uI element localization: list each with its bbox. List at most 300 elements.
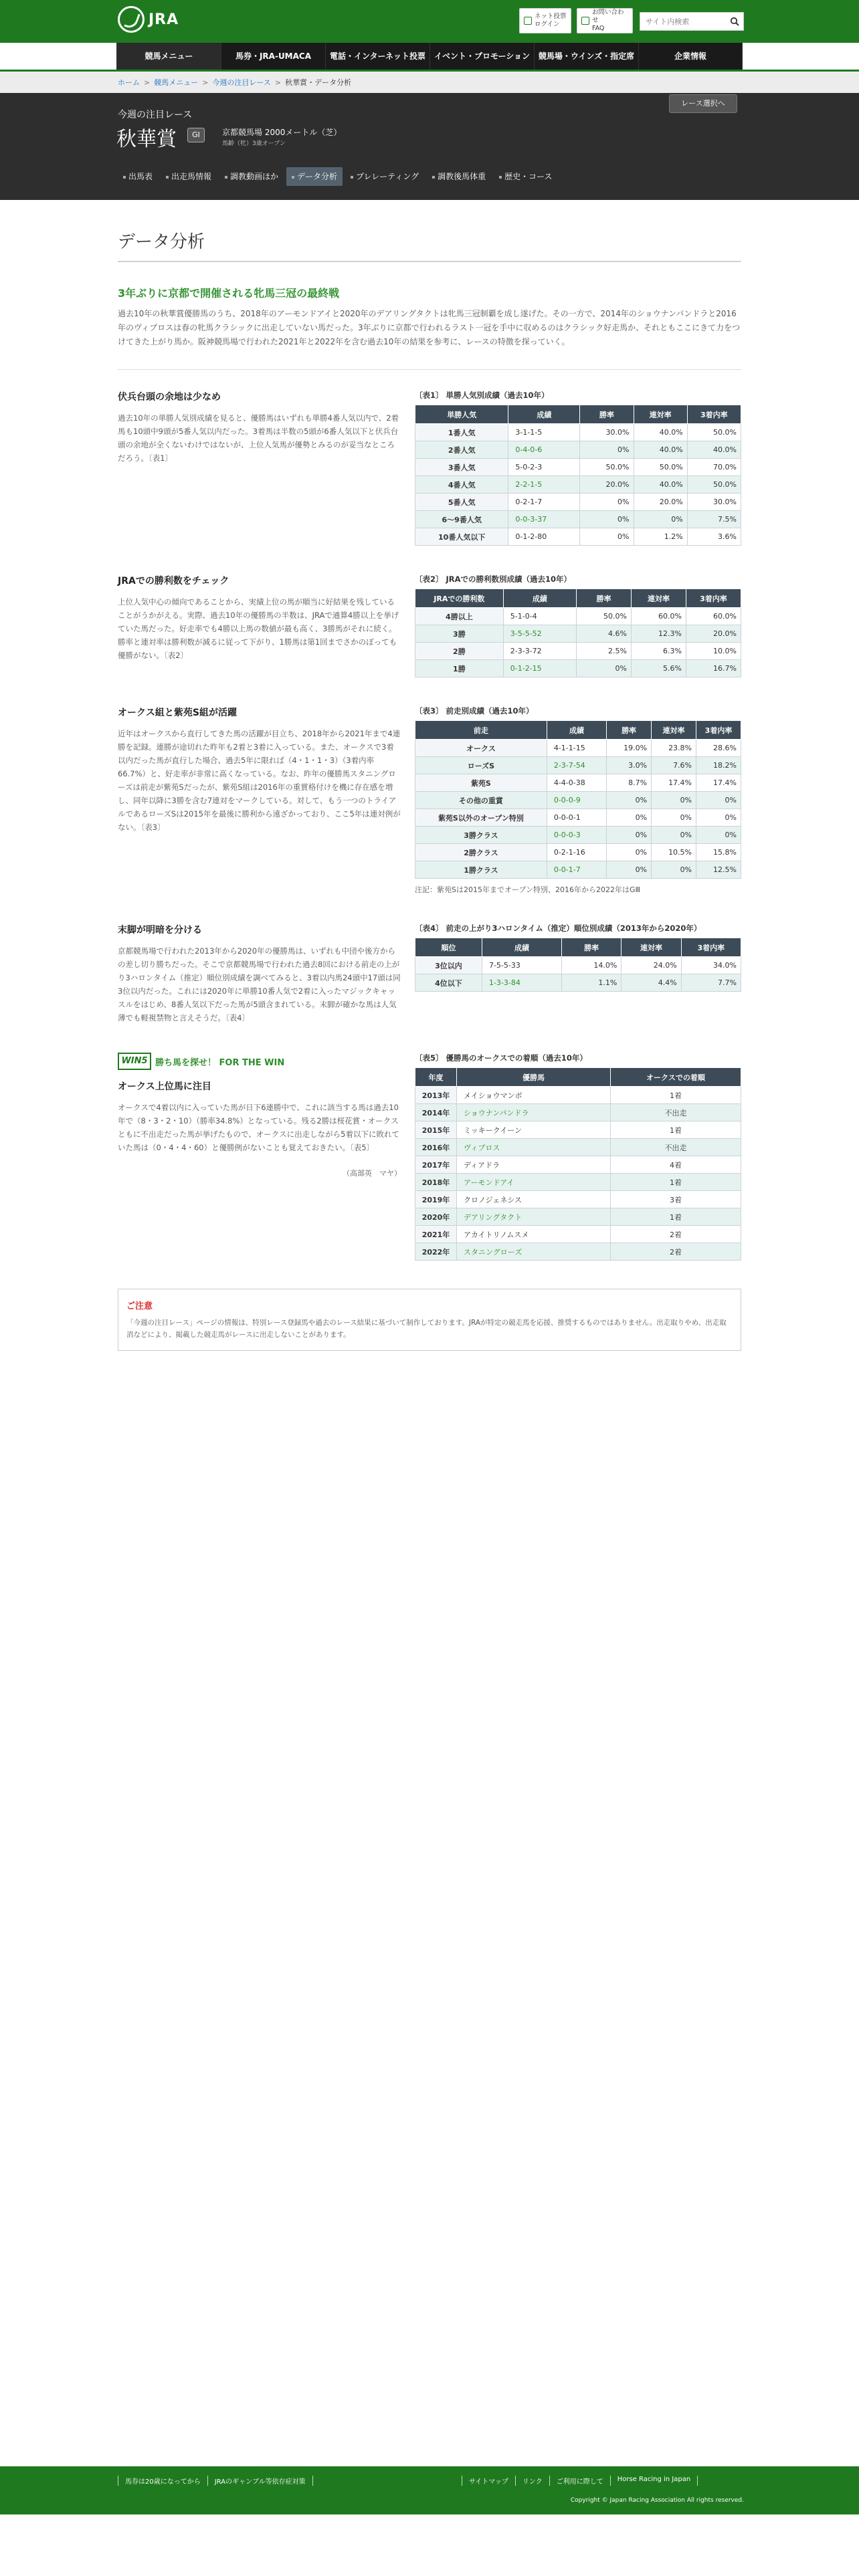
- search-input[interactable]: [640, 13, 726, 30]
- table-cell: 0%: [580, 494, 634, 511]
- table-cell: ディアドラ: [457, 1156, 611, 1174]
- table-4-last-3f: [415, 938, 741, 992]
- table-cell: 6〜9番人気: [415, 511, 508, 528]
- win5-logo: WIN5: [118, 1053, 151, 1070]
- table-cell: 17.4%: [652, 774, 696, 792]
- author-credit: （高部英 マヤ）: [343, 1169, 401, 1178]
- table-cell: 8.7%: [607, 774, 652, 792]
- table-cell: デアリングタクト: [457, 1208, 611, 1226]
- tab-label: 出馬表: [128, 172, 153, 181]
- table-cell: 紫苑S: [415, 774, 547, 792]
- table-cell: 2勝: [415, 643, 504, 660]
- table-cell: 0-4-0-6: [508, 441, 580, 459]
- faq-icon: [581, 17, 589, 25]
- win5-banner: [118, 1053, 401, 1070]
- table-cell: 3勝クラス: [415, 827, 547, 844]
- table-cell: 5番人気: [415, 494, 508, 511]
- table-cell: 7.5%: [687, 511, 741, 528]
- lead-title: 3年ぶりに京都で開催される牝馬三冠の最終戦: [118, 287, 340, 300]
- table-header: 成績: [503, 589, 576, 608]
- table-row: [415, 459, 741, 476]
- table-cell: 0-2-1-7: [508, 494, 580, 511]
- table-cell: 0-0-0-1: [547, 809, 606, 827]
- table-cell: 2022年: [415, 1243, 457, 1261]
- table-cell: 0%: [580, 441, 634, 459]
- breadcrumb-separator: >: [274, 78, 282, 87]
- table-header: 3着内率: [686, 589, 741, 608]
- table-cell: 1勝クラス: [415, 861, 547, 879]
- caution-title: ご注意: [126, 1301, 153, 1311]
- table-cell: 24.0%: [622, 957, 681, 974]
- table-cell: 12.3%: [632, 625, 686, 643]
- table-header: JRAでの勝利数: [415, 589, 504, 608]
- table-cell: 18.2%: [696, 757, 741, 774]
- tab-bullet-icon: [432, 176, 435, 179]
- table-header: 勝率: [607, 721, 652, 740]
- table-cell: 4番人気: [415, 476, 508, 494]
- analysis-section-3: [118, 706, 741, 895]
- search-icon: [730, 17, 739, 26]
- table-cell: その他の重賞: [415, 792, 547, 809]
- tab-data-analysis[interactable]: [286, 167, 343, 186]
- section-title: 伏兵台頭の余地は少なめ: [118, 392, 221, 403]
- table-row: [415, 476, 741, 494]
- gnav-item-keiba-menu[interactable]: 競馬メニュー: [116, 43, 221, 70]
- table-cell: 5.6%: [632, 660, 686, 677]
- table-cell: 15.8%: [696, 844, 741, 861]
- global-nav-wrap: [0, 43, 859, 72]
- breadcrumb-separator: >: [144, 78, 151, 87]
- table-cell: ローズS: [415, 757, 547, 774]
- table-row: [415, 494, 741, 511]
- table-cell: 1番人気: [415, 424, 508, 441]
- table-row: [415, 1156, 741, 1174]
- table-cell: 50.0%: [687, 424, 741, 441]
- table-row: [415, 511, 741, 528]
- table-cell: 3勝: [415, 625, 504, 643]
- table-cell: 0%: [652, 809, 696, 827]
- main-content: [118, 200, 741, 1351]
- table-title: 〔表1〕 単勝人気別成績（過去10年）: [415, 391, 549, 400]
- table-row: [415, 660, 741, 677]
- race-subtitle: 今週の注目レース: [118, 110, 193, 120]
- table-cell: 30.0%: [687, 494, 741, 511]
- table-note: 注記：紫苑Sは2015年までオープン特別、2016年から2022年はGⅢ: [415, 885, 641, 894]
- table-cell: 50.0%: [580, 459, 634, 476]
- table-header: 成績: [508, 405, 580, 424]
- table-row: [415, 1121, 741, 1139]
- table-cell: 4-1-1-15: [547, 740, 606, 757]
- table-cell: 不出走: [611, 1104, 741, 1121]
- table-cell: 4勝以上: [415, 608, 504, 625]
- caution-text: 「今週の注目レース」ページの情報は、特別レース登録馬や過去のレース結果に基づいて制作しております。JRAが特定の競走馬を応援、推奨するものではありません。出走取りやめ、出走取消などにより、掲載した競走馬がレースに出走しないことがあります。: [126, 1319, 727, 1339]
- table-header: 勝率: [562, 938, 622, 957]
- table-cell: 1-3-3-84: [482, 974, 561, 992]
- table-cell: 2番人気: [415, 441, 508, 459]
- race-condition-info: 馬齢（牝）3歳オープン: [222, 140, 286, 147]
- table-row: [415, 1243, 741, 1261]
- table-header: 連対率: [652, 721, 696, 740]
- tab-bullet-icon: [292, 176, 294, 179]
- table-row: [415, 974, 741, 992]
- table-cell: 10番人気以下: [415, 528, 508, 546]
- tab-label: 出走馬情報: [171, 172, 212, 181]
- table-cell: 2着: [611, 1226, 741, 1243]
- faq-button[interactable]: [577, 8, 633, 33]
- table-cell: 60.0%: [632, 608, 686, 625]
- table-cell: 60.0%: [686, 608, 741, 625]
- table-header: オークスでの着順: [611, 1068, 741, 1087]
- site-search: [640, 12, 744, 31]
- table-header: 連対率: [622, 938, 681, 957]
- table-header: 連対率: [632, 589, 686, 608]
- section-text: 近年はオークスから直行してきた馬の活躍が目立ち、2018年から2021年まで4連勝を記録。連勝が途切れた昨年も2着と3着に入っている。また、オークスで3着以内だった馬が直行した場合、過去5年に限れば（4・1・1・3）（3着内率66.7%）と、好走率が非常に高くなっている。なお、昨年の優勝馬スタニングローズは前走が紫苑Sだったが、紫苑S組は2016年の重賞格付けを機に存在感を増し、同年以降に3勝を含む7連対をマークしている。対して、もう一つのトライアルであるローズSは2015年を最後に勝利から遠ざかっており、ここ5年は連対例がない。〔表3〕: [118, 729, 401, 832]
- table-title: 〔表3〕 前走別成績（過去10年）: [415, 706, 534, 716]
- table-header-row: [415, 938, 741, 957]
- table-cell: 12.5%: [696, 861, 741, 879]
- table-row: [415, 441, 741, 459]
- table-cell: 5-1-0-4: [503, 608, 576, 625]
- table-header: 年度: [415, 1068, 457, 1087]
- footer-link-sitemap[interactable]: サイトマップ: [462, 2476, 515, 2486]
- table-cell: 30.0%: [580, 424, 634, 441]
- table-cell: 1着: [611, 1121, 741, 1139]
- table-header: 前走: [415, 721, 547, 740]
- table-header: 3着内率: [687, 405, 741, 424]
- section-title: JRAでの勝利数をチェック: [118, 576, 229, 586]
- table-row: [415, 1226, 741, 1243]
- table-cell: 5-0-2-3: [508, 459, 580, 476]
- table-cell: 1着: [611, 1087, 741, 1104]
- table-cell: スタニングローズ: [457, 1243, 611, 1261]
- table-title: 〔表4〕 前走の上がり3ハロンタイム（推定）順位別成績（2013年から2020年）: [415, 924, 702, 933]
- table-cell: 2014年: [415, 1104, 457, 1121]
- table-cell: アカイトリノムスメ: [457, 1226, 611, 1243]
- section-text: オークスで4着以内に入っていた馬が日下6連勝中で、これに該当する馬は過去10年で（8・3・2・10）（勝率34.8%）となっている。残る2勝は桜花賞・オークスともに不出走だった馬が挙げたもので、オークスに出走しながら5着以下に敗れていた馬は（0・4・4・60）と優勝例がないことも覚えておきたい。〔表5〕: [118, 1103, 399, 1152]
- table-row: [415, 757, 741, 774]
- table-cell: 40.0%: [634, 476, 687, 494]
- section-title: 末脚が明暗を分ける: [118, 925, 202, 936]
- table-cell: 0-2-1-16: [547, 844, 606, 861]
- table-cell: ショウナンパンドラ: [457, 1104, 611, 1121]
- table-cell: 0-1-2-15: [503, 660, 576, 677]
- footer-links-right: [462, 2476, 698, 2486]
- table-cell: 2-3-3-72: [503, 643, 576, 660]
- win5-section: [118, 1053, 741, 1261]
- table-cell: 0%: [580, 528, 634, 546]
- tab-bullet-icon: [166, 176, 169, 179]
- table-header: 勝率: [577, 589, 632, 608]
- table-cell: クロノジェネシス: [457, 1191, 611, 1208]
- table-cell: 3着: [611, 1191, 741, 1208]
- table-header: 連対率: [634, 405, 687, 424]
- table-row: [415, 774, 741, 792]
- table-row: [415, 424, 741, 441]
- table-cell: ヴィブロス: [457, 1139, 611, 1156]
- table-header: 3着内率: [681, 938, 741, 957]
- table-cell: 0%: [652, 827, 696, 844]
- table-cell: 20.0%: [634, 494, 687, 511]
- table-header: 順位: [415, 938, 482, 957]
- table-row: [415, 957, 741, 974]
- footer-link-age-notice[interactable]: 馬券は20歳になってから: [118, 2476, 207, 2486]
- logo-text: JRA: [149, 11, 179, 28]
- table-header: 成績: [547, 721, 606, 740]
- table-header-row: [415, 1068, 741, 1087]
- table-cell: 0%: [696, 827, 741, 844]
- table-cell: 20.0%: [686, 625, 741, 643]
- section-text: 京都競馬場で行われた2013年から2020年の優勝馬は、いずれも中団や後方からの差し切り勝ちだった。そこで京都競馬場で行われた過去8回における前走の上がり3ハロンタイム（推定）順位別成績を調べてみると、3着以内馬24頭中17頭は同3位以内だった。これには2020年に単勝10番人気で2着に入ったマジックキャッスルをはじめ、8番人気以下だった馬が5頭含まれている。末脚が確かな馬は人気薄でも軽視禁物と言えそうだ。〔表4〕: [118, 946, 401, 1023]
- table-row: [415, 643, 741, 660]
- table-cell: 7-5-5-33: [482, 957, 561, 974]
- table-title: 〔表2〕 JRAでの勝利数別成績（過去10年）: [415, 574, 572, 584]
- table-row: [415, 1139, 741, 1156]
- table-cell: 50.0%: [634, 459, 687, 476]
- gnav-item-corporate[interactable]: 企業情報: [638, 43, 743, 70]
- table-row: [415, 608, 741, 625]
- table-cell: 28.6%: [696, 740, 741, 757]
- table-row: [415, 1087, 741, 1104]
- table-cell: 0%: [652, 861, 696, 879]
- table-cell: 0%: [607, 844, 652, 861]
- table-1-popularity: [415, 405, 741, 546]
- table-cell: 0%: [634, 511, 687, 528]
- login-icon: [524, 17, 532, 25]
- table-cell: 7.6%: [652, 757, 696, 774]
- breadcrumb-separator: >: [202, 78, 209, 87]
- table-cell: 50.0%: [577, 608, 632, 625]
- table-cell: 0-1-2-80: [508, 528, 580, 546]
- gnav-item-racecourse[interactable]: 競馬場・ウインズ・指定席: [534, 43, 638, 70]
- race-select-button[interactable]: [669, 94, 737, 113]
- table-cell: 3-1-1-5: [508, 424, 580, 441]
- table-cell: 40.0%: [634, 424, 687, 441]
- footer-links-left: [118, 2476, 313, 2486]
- tab-history-course[interactable]: [494, 167, 557, 186]
- table-cell: 2-2-1-5: [508, 476, 580, 494]
- tab-prerating[interactable]: [345, 167, 424, 186]
- table-row: [415, 792, 741, 809]
- table-cell: 2019年: [415, 1191, 457, 1208]
- section-title: オークス組と紫苑S組が活躍: [118, 708, 237, 718]
- table-row: [415, 827, 741, 844]
- tab-bullet-icon: [351, 176, 353, 179]
- table-cell: ミッキークイーン: [457, 1121, 611, 1139]
- table-cell: 2勝クラス: [415, 844, 547, 861]
- table-cell: 40.0%: [634, 441, 687, 459]
- table-header: 単勝人気: [415, 405, 508, 424]
- tab-entries[interactable]: [118, 167, 158, 186]
- analysis-section-4: [118, 923, 741, 1025]
- table-row: [415, 625, 741, 643]
- table-header-row: [415, 589, 741, 608]
- race-course-info: 京都競馬場 2000メートル（芝）: [222, 128, 342, 137]
- table-cell: 0-0-3-37: [508, 511, 580, 528]
- breadcrumb-featured-race[interactable]: 今週の注目レース: [212, 78, 271, 87]
- table-cell: 3位以内: [415, 957, 482, 974]
- table-cell: 23.8%: [652, 740, 696, 757]
- table-cell: 4位以下: [415, 974, 482, 992]
- tab-body-weight[interactable]: [427, 167, 491, 186]
- table-cell: 2021年: [415, 1226, 457, 1243]
- table-cell: 40.0%: [687, 441, 741, 459]
- race-tabs: [118, 167, 561, 186]
- lead-text: 過去10年の秋華賞優勝馬のうち、2018年のアーモンドアイと2020年のデアリングタクトは牝馬三冠制覇を成し遂げた。その一方で、2014年のショウナンパンドラと2016年のヴィブロスは春の牝馬クラシックに出走していない馬だった。3年ぶりに京都で行われるラスト一冠を手中に収めるのはクラシック好走馬か、それともここにきて力をつけてきた上がり馬か。阪神競馬場で行われた2021年と2022年を含む過去10年の結果を参考に、レースの特徴を探っていく。: [118, 307, 741, 370]
- table-cell: 1着: [611, 1174, 741, 1191]
- table-cell: 34.0%: [681, 957, 741, 974]
- table-cell: 2015年: [415, 1121, 457, 1139]
- table-cell: 2018年: [415, 1174, 457, 1191]
- breadcrumb-current: 秋華賞・データ分析: [285, 78, 352, 87]
- tab-bullet-icon: [225, 176, 227, 179]
- gnav-item-internet-vote[interactable]: 電話・インターネット投票: [325, 43, 430, 70]
- table-row: [415, 1174, 741, 1191]
- table-row: [415, 861, 741, 879]
- tab-horse-info[interactable]: [161, 167, 217, 186]
- table-cell: 0-0-0-9: [547, 792, 606, 809]
- table-cell: 0%: [577, 660, 632, 677]
- race-select-label: レース選択へ: [681, 99, 725, 108]
- table-cell: メイショウマンボ: [457, 1087, 611, 1104]
- table-header: 勝率: [580, 405, 634, 424]
- footer-link-addiction[interactable]: JRAのギャンブル等依存症対策: [207, 2476, 313, 2486]
- table-cell: 1着: [611, 1208, 741, 1226]
- table-cell: 14.0%: [562, 957, 622, 974]
- table-cell: 0-0-1-7: [547, 861, 606, 879]
- tab-bullet-icon: [499, 176, 502, 179]
- table-cell: 4着: [611, 1156, 741, 1174]
- table-header: 3着内率: [696, 721, 741, 740]
- table-cell: 2013年: [415, 1087, 457, 1104]
- table-cell: 3-5-5-52: [503, 625, 576, 643]
- breadcrumb-keiba-menu[interactable]: 競馬メニュー: [154, 78, 199, 87]
- table-row: [415, 809, 741, 827]
- table-cell: 0%: [607, 861, 652, 879]
- table-cell: 不出走: [611, 1139, 741, 1156]
- table-cell: 4.4%: [622, 974, 681, 992]
- table-cell: 70.0%: [687, 459, 741, 476]
- table-3-prev-race: [415, 720, 741, 879]
- table-cell: 17.4%: [696, 774, 741, 792]
- table-row: [415, 844, 741, 861]
- net-login-button[interactable]: [519, 8, 571, 33]
- table-header-row: [415, 405, 741, 424]
- table-cell: 2020年: [415, 1208, 457, 1226]
- page-title: データ分析: [118, 228, 741, 262]
- table-row: [415, 1208, 741, 1226]
- table-cell: 2.5%: [577, 643, 632, 660]
- table-cell: オークス: [415, 740, 547, 757]
- site-header: [0, 0, 859, 43]
- table-cell: 紫苑S以外のオープン特別: [415, 809, 547, 827]
- table-header-row: [415, 721, 741, 740]
- table-cell: 1.1%: [562, 974, 622, 992]
- table-cell: 1.2%: [634, 528, 687, 546]
- caution-box: [118, 1289, 741, 1351]
- table-cell: 2017年: [415, 1156, 457, 1174]
- table-2-wins: [415, 588, 741, 677]
- table-row: [415, 528, 741, 546]
- race-header: [0, 93, 859, 200]
- tab-label: 調教後馬体重: [438, 172, 486, 181]
- table-cell: 7.7%: [681, 974, 741, 992]
- race-name: 秋華賞: [116, 128, 177, 151]
- table-cell: 0%: [696, 792, 741, 809]
- table-cell: 0%: [696, 809, 741, 827]
- table-cell: アーモンドアイ: [457, 1174, 611, 1191]
- table-cell: 4.6%: [577, 625, 632, 643]
- table-cell: 10.0%: [686, 643, 741, 660]
- footer-link-terms[interactable]: ご利用に際して: [549, 2476, 610, 2486]
- tab-label: 歴史・コース: [504, 172, 553, 181]
- gnav-item-event[interactable]: イベント・プロモーション: [430, 43, 534, 70]
- jra-logo-link[interactable]: [118, 6, 179, 33]
- global-nav: [116, 43, 743, 70]
- table-header: 優勝馬: [457, 1068, 611, 1087]
- table-cell: 6.3%: [632, 643, 686, 660]
- gnav-item-baken[interactable]: 馬券・JRA-UMACA: [221, 43, 325, 70]
- footer-link-links[interactable]: リンク: [515, 2476, 549, 2486]
- section-text: 上位人気中心の傾向であることから、実績上位の馬が順当に好結果を残していることがうかがえる。実際、過去10年の優勝馬の半数は、JRAで通算4勝以上を挙げていた馬だった。好走率でも4勝以上馬の数値が最も高く、3勝馬がそれに続く。勝率と連対率は勝利数が減るに従って下がり、1勝馬は第1回までさかのぼっても優勝がない。〔表2〕: [118, 597, 399, 660]
- table-cell: 2016年: [415, 1139, 457, 1156]
- site-footer: [0, 2466, 859, 2514]
- analysis-section-2: [118, 574, 741, 677]
- analysis-section-1: [118, 390, 741, 546]
- table-cell: 0%: [580, 511, 634, 528]
- table-cell: 1勝: [415, 660, 504, 677]
- win5-slogan: 勝ち馬を探せ！ FOR THE WIN: [155, 1057, 285, 1068]
- table-header: 成績: [482, 938, 561, 957]
- table-cell: 0%: [607, 809, 652, 827]
- table-cell: 2-3-7-54: [547, 757, 606, 774]
- table-cell: 0%: [652, 792, 696, 809]
- table-cell: 2着: [611, 1243, 741, 1261]
- table-cell: 3番人気: [415, 459, 508, 476]
- table-cell: 50.0%: [687, 476, 741, 494]
- tab-label: プレレーティング: [356, 172, 419, 181]
- tab-label: データ分析: [297, 172, 338, 181]
- search-button[interactable]: [726, 13, 743, 30]
- table-cell: 16.7%: [686, 660, 741, 677]
- table-cell: 0%: [607, 827, 652, 844]
- table-row: [415, 740, 741, 757]
- net-login-label: ネット投票 ログイン: [535, 13, 567, 28]
- breadcrumb: [0, 72, 859, 93]
- section-title: オークス上位馬に注目: [118, 1081, 211, 1092]
- table-cell: 4-4-0-38: [547, 774, 606, 792]
- jra-logo-icon: [118, 6, 145, 33]
- table-cell: 3.0%: [607, 757, 652, 774]
- table-row: [415, 1104, 741, 1121]
- section-text: 過去10年の単勝人気別成績を見ると、優勝馬はいずれも単勝4番人気以内で、2着馬も10頭中9頭が5番人気以内だった。3着馬は半数の5頭が6番人気以下と伏兵台頭の余地が全くないわけではないが、上位人気馬が優勢とみるのが妥当なところだろう。〔表1〕: [118, 413, 399, 463]
- table-cell: 19.0%: [607, 740, 652, 757]
- table-cell: 3.6%: [687, 528, 741, 546]
- tab-label: 調教動画ほか: [230, 172, 279, 181]
- tab-bullet-icon: [123, 176, 126, 179]
- table-cell: 0-0-0-3: [547, 827, 606, 844]
- copyright: Copyright © Japan Racing Association All rights reserved.: [570, 2497, 744, 2504]
- faq-label: お問い合わせ FAQ: [592, 9, 624, 32]
- table-title: 〔表5〕 優勝馬のオークスでの着順（過去10年）: [415, 1053, 587, 1063]
- footer-link-english[interactable]: Horse Racing in Japan: [610, 2476, 698, 2486]
- table-cell: 20.0%: [580, 476, 634, 494]
- grade-badge: GⅠ: [187, 128, 205, 142]
- table-5-oaks-finish: [415, 1067, 741, 1261]
- breadcrumb-home[interactable]: ホーム: [118, 78, 140, 87]
- table-row: [415, 1191, 741, 1208]
- table-cell: 0%: [607, 792, 652, 809]
- tab-training-video[interactable]: [219, 167, 284, 186]
